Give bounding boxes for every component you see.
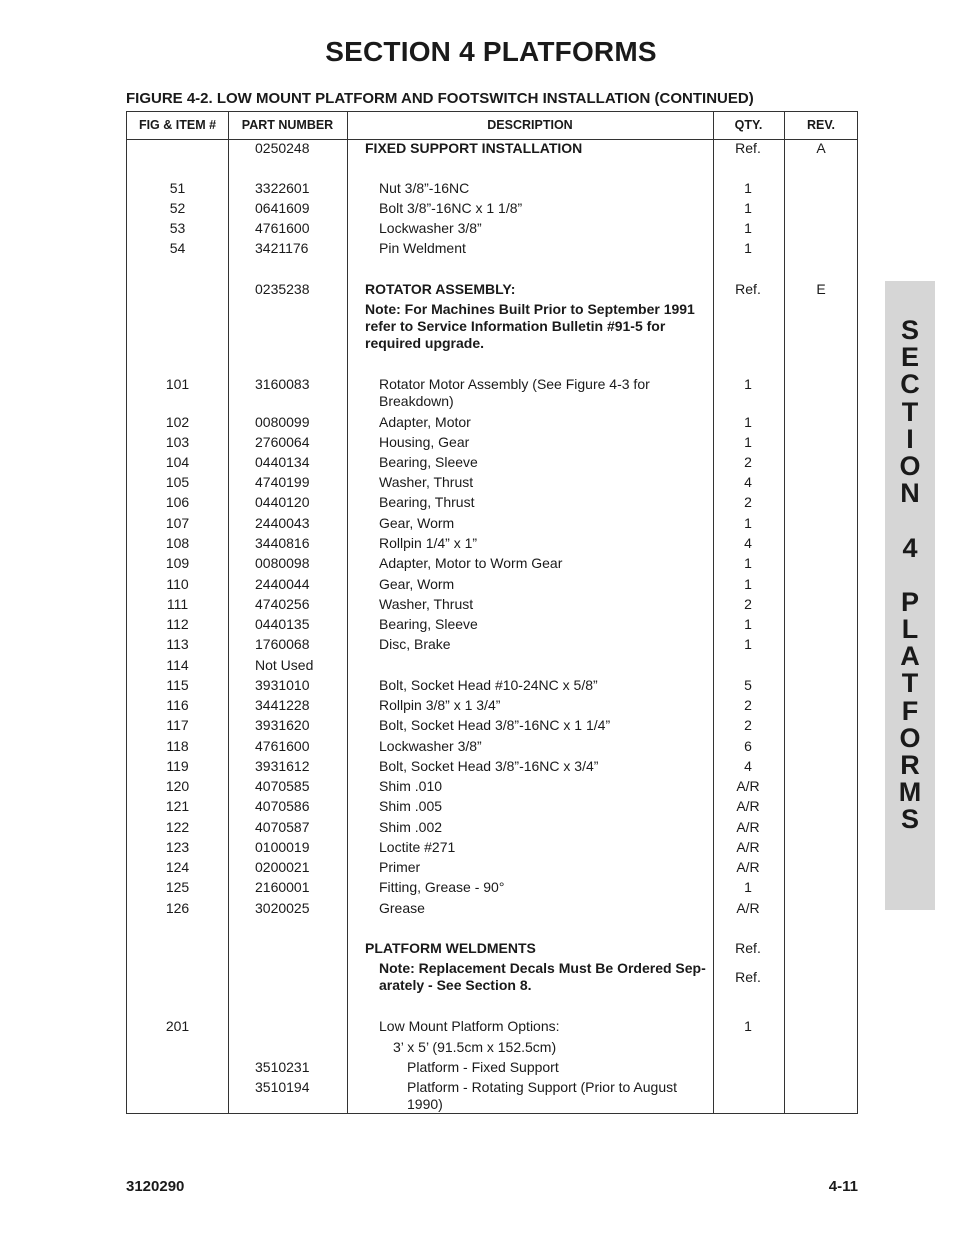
- part-number-cell: 2440044: [255, 576, 310, 592]
- qty-cell: A/R: [736, 778, 760, 794]
- section-title: SECTION 4 PLATFORMS: [325, 36, 657, 67]
- fig-item-cell: 113: [166, 636, 189, 652]
- part-number-cell: 3931612: [255, 758, 310, 774]
- qty-cell: 1: [744, 200, 752, 216]
- part-number-cell: 0641609: [255, 200, 310, 216]
- table-row: [127, 960, 857, 1018]
- part-number-cell: 2440043: [255, 515, 310, 531]
- fig-item-cell: 117: [166, 717, 189, 733]
- table-row: [127, 940, 857, 960]
- fig-item-cell: 121: [165, 798, 190, 814]
- part-number-cell: 3931620: [255, 717, 310, 733]
- description-cell: Washer, Thrust: [379, 474, 474, 490]
- fig-item-cell: 103: [165, 434, 190, 450]
- side-tab-letter: T: [901, 668, 919, 699]
- description-cell: Gear, Worm: [379, 515, 455, 531]
- fig-item-cell: 114: [166, 657, 189, 673]
- qty-cell: 1: [744, 636, 752, 652]
- part-number-cell: 4070585: [255, 778, 310, 794]
- qty-cell: 1: [744, 616, 752, 632]
- fig-item-cell: 112: [166, 616, 189, 632]
- table-row: [127, 920, 857, 940]
- qty-cell: Ref.: [735, 281, 761, 297]
- column-header-description: DESCRIPTION: [487, 118, 573, 132]
- table-row: [127, 697, 857, 717]
- fig-item-cell: 126: [165, 900, 190, 916]
- description-cell: Lockwasher 3/8”: [379, 738, 482, 754]
- table-row: [127, 819, 857, 839]
- description-cell: Rollpin 1/4” x 1”: [379, 535, 478, 551]
- fig-item-cell: 201: [165, 1018, 190, 1034]
- description-cell: Gear, Worm: [379, 576, 455, 592]
- fig-item-cell: 110: [166, 576, 189, 592]
- table-body: [127, 140, 857, 1117]
- table-row: [127, 494, 857, 515]
- description-cell: Shim .005: [379, 798, 443, 814]
- description-cell: Bolt, Socket Head 3/8”-16NC x 1 1/4”: [379, 717, 611, 733]
- column-header-qty: QTY.: [734, 118, 763, 132]
- fig-item-cell: 123: [165, 839, 190, 855]
- qty-cell: 2: [744, 697, 752, 713]
- table-row: [127, 220, 857, 240]
- part-number-cell: 3322601: [255, 180, 310, 196]
- table-row: [127, 1018, 857, 1039]
- qty-cell: 1: [744, 555, 752, 571]
- part-number-cell: 1760068: [255, 636, 310, 652]
- side-tab-letter: A: [900, 641, 920, 672]
- qty-cell: 2: [744, 596, 752, 612]
- qty-cell: 1: [744, 515, 752, 531]
- description-cell: Lockwasher 3/8”: [379, 220, 482, 236]
- side-tab-letters: [885, 317, 935, 834]
- table-row: [127, 677, 857, 697]
- fig-item-cell: 108: [165, 535, 190, 551]
- qty-cell: 1: [744, 414, 752, 430]
- column-header-rev: REV.: [806, 118, 836, 132]
- description-cell: Disc, Brake: [379, 636, 451, 652]
- table-row: [127, 798, 857, 819]
- description-cell: Low Mount Platform Options:: [379, 1018, 560, 1034]
- table-row: [127, 1079, 857, 1117]
- side-tab-letter: I: [906, 423, 914, 454]
- table-row: [127, 434, 857, 454]
- part-number-cell: 3510231: [255, 1059, 310, 1075]
- description-cell: 3’ x 5’ (91.5cm x 152.5cm): [393, 1039, 557, 1055]
- part-number-cell: 2760064: [255, 434, 310, 450]
- part-number-cell: 4761600: [255, 738, 310, 754]
- part-number-cell: 3160083: [255, 376, 310, 392]
- qty-cell: 4: [744, 474, 752, 490]
- qty-cell: 1: [744, 1018, 752, 1034]
- table-row: [127, 879, 857, 900]
- description-cell: Bolt, Socket Head #10-24NC x 5/8”: [379, 677, 598, 693]
- part-number-cell: 0200021: [255, 859, 310, 875]
- fig-item-cell: 104: [165, 454, 190, 470]
- qty-cell: 2: [744, 454, 752, 470]
- fig-item-cell: 109: [165, 555, 190, 571]
- part-number-cell: Not Used: [255, 657, 314, 673]
- side-tab-letter: R: [900, 750, 920, 780]
- part-number-cell: 0080098: [255, 555, 310, 571]
- description-cell: Adapter, Motor: [379, 414, 471, 430]
- parts-table: [126, 111, 858, 1114]
- qty-cell: A/R: [736, 819, 760, 835]
- table-row: [127, 301, 857, 376]
- side-tab-letter: [885, 507, 935, 534]
- side-tab-letter: O: [899, 722, 921, 753]
- table-row: [127, 260, 857, 281]
- fig-item-cell: 107: [165, 515, 190, 531]
- description-cell: Housing, Gear: [379, 434, 470, 450]
- fig-item-cell: 122: [165, 819, 190, 835]
- description-cell: Bolt, Socket Head 3/8”-16NC x 3/4”: [379, 758, 599, 774]
- description-cell: Bearing, Sleeve: [379, 616, 478, 632]
- fig-item-cell: 120: [165, 778, 190, 794]
- table-row: [127, 555, 857, 576]
- table-row: [127, 738, 857, 758]
- qty-cell: Ref.: [735, 940, 761, 956]
- qty-cell: 1: [744, 576, 752, 592]
- qty-cell: A/R: [736, 839, 760, 855]
- fig-item-cell: 53: [169, 220, 186, 236]
- description-cell: Primer: [379, 859, 421, 875]
- part-number-cell: 4070586: [255, 798, 310, 814]
- table-row: [127, 281, 857, 301]
- part-number-cell: 2160001: [255, 879, 310, 895]
- fig-item-cell: 102: [165, 414, 190, 430]
- part-number-cell: 0250248: [255, 140, 310, 156]
- part-number-cell: 0235238: [255, 281, 310, 297]
- side-tab-letter: T: [901, 396, 919, 427]
- table-row: [127, 596, 857, 616]
- description-cell: Adapter, Motor to Worm Gear: [379, 555, 563, 571]
- table-row: [127, 859, 857, 879]
- description-cell: Grease: [379, 900, 425, 916]
- fig-item-cell: 105: [165, 474, 190, 490]
- fig-item-cell: 54: [169, 240, 186, 256]
- description-cell: Rollpin 3/8” x 1 3/4”: [379, 697, 501, 713]
- part-number-cell: 3510194: [255, 1079, 310, 1095]
- fig-item-cell: 119: [166, 758, 189, 774]
- part-number-cell: 4740199: [255, 474, 310, 490]
- table-row: [127, 240, 857, 260]
- table-row: [127, 1059, 857, 1079]
- qty-cell: A/R: [736, 798, 760, 814]
- qty-cell: 1: [744, 376, 752, 392]
- qty-cell: A/R: [736, 859, 760, 875]
- description-cell: Platform - Rotating Support (Prior to August 1990): [407, 1079, 678, 1112]
- qty-cell: 5: [744, 677, 752, 693]
- fig-item-cell: 52: [169, 200, 186, 216]
- side-tab-letter: E: [900, 342, 919, 373]
- fig-item-cell: 101: [165, 376, 190, 392]
- fig-item-cell: 124: [165, 859, 190, 875]
- table-row: [127, 636, 857, 657]
- description-cell: Rotator Motor Assembly (See Figure 4-3 for Breakdown): [379, 376, 650, 409]
- table-row: [127, 160, 857, 180]
- rev-cell: E: [816, 281, 826, 297]
- side-tab-letter: S: [900, 315, 919, 345]
- fig-item-cell: 116: [166, 697, 189, 713]
- part-number-cell: 3931010: [255, 677, 310, 693]
- page-number: 4-11: [828, 1178, 858, 1195]
- side-tab-letter: F: [901, 695, 919, 726]
- fig-item-cell: 111: [166, 596, 189, 612]
- rev-cell: A: [816, 140, 826, 156]
- table-row: [127, 717, 857, 738]
- side-tab-letter: L: [901, 614, 919, 645]
- part-number-cell: 4070587: [255, 819, 310, 835]
- table-row: [127, 616, 857, 636]
- table-row: [127, 200, 857, 220]
- table-row: [127, 180, 857, 200]
- part-number-cell: 0100019: [255, 839, 310, 855]
- description-cell: PLATFORM WELDMENTS: [365, 940, 536, 956]
- qty-cell: 2: [744, 494, 752, 510]
- table-row: [127, 535, 857, 555]
- description-cell: Shim .010: [379, 778, 443, 794]
- description-cell: ROTATOR ASSEMBLY:: [365, 281, 516, 297]
- qty-cell: 1: [744, 180, 752, 196]
- table-row: [127, 657, 857, 677]
- column-header-part-number: PART NUMBER: [241, 118, 334, 132]
- table-row: [127, 900, 857, 920]
- qty-cell: Ref.: [735, 969, 761, 985]
- table-row: [127, 140, 857, 160]
- part-number-cell: 0440134: [255, 454, 310, 470]
- table-row: [127, 778, 857, 798]
- side-tab-letter: P: [900, 586, 919, 617]
- table-row: [127, 1039, 857, 1059]
- description-cell: Bearing, Thrust: [379, 494, 475, 510]
- qty-cell: 4: [744, 758, 752, 774]
- figure-title: FIGURE 4-2. LOW MOUNT PLATFORM AND FOOTSWITCH INSTALLATION (CONTINUED): [126, 90, 754, 107]
- fig-item-cell: 118: [166, 738, 189, 754]
- part-number-cell: 3421176: [255, 240, 309, 256]
- fig-item-cell: 115: [166, 677, 189, 693]
- description-cell: Note: For Machines Built Prior to September 1991 refer to Service Information Bulletin #91-5 for required upgrade.: [365, 301, 695, 351]
- table-row: [127, 576, 857, 596]
- description-cell: Bearing, Sleeve: [379, 454, 478, 470]
- side-tab-letter: 4: [902, 532, 918, 563]
- qty-cell: 2: [744, 717, 752, 733]
- side-tab-letter: M: [898, 777, 922, 808]
- description-cell: Fitting, Grease - 90°: [379, 879, 505, 895]
- table-row: [127, 758, 857, 778]
- qty-cell: A/R: [736, 900, 760, 916]
- table-row: [127, 515, 857, 535]
- table-row: [127, 454, 857, 474]
- description-cell: Bolt 3/8”-16NC x 1 1/8”: [379, 200, 523, 216]
- fig-item-cell: 51: [169, 180, 186, 196]
- qty-cell: 6: [744, 738, 752, 754]
- document-number: 3120290: [126, 1178, 185, 1195]
- description-cell: Pin Weldment: [379, 240, 466, 256]
- part-number-cell: 0440120: [255, 494, 310, 510]
- table-row: [127, 839, 857, 859]
- table-row: [127, 414, 857, 434]
- description-cell: FIXED SUPPORT INSTALLATION: [365, 140, 583, 156]
- part-number-cell: 0440135: [255, 616, 310, 632]
- table-row: [127, 474, 857, 494]
- part-number-cell: 3440816: [255, 535, 310, 551]
- fig-item-cell: 106: [165, 494, 190, 510]
- qty-cell: 4: [744, 535, 752, 551]
- qty-cell: 1: [744, 434, 752, 450]
- description-cell: Washer, Thrust: [379, 596, 474, 612]
- part-number-cell: 4761600: [255, 220, 310, 236]
- part-number-cell: 0080099: [255, 414, 310, 430]
- qty-cell: 1: [744, 240, 752, 256]
- column-header-fig-item: FIG & ITEM #: [138, 118, 217, 132]
- description-cell: Note: Replacement Decals Must Be Ordered Sep-arately - See Section 8.: [379, 960, 706, 993]
- side-tab-letter: [885, 562, 935, 589]
- qty-cell: 1: [744, 879, 752, 895]
- description-cell: Shim .002: [379, 819, 443, 835]
- description-cell: Nut 3/8”-16NC: [379, 180, 470, 196]
- part-number-cell: 4740256: [255, 596, 310, 612]
- part-number-cell: 3020025: [255, 900, 310, 916]
- qty-cell: 1: [744, 220, 752, 236]
- description-cell: Loctite #271: [379, 839, 456, 855]
- fig-item-cell: 125: [165, 879, 190, 895]
- side-tab-letter: S: [900, 804, 919, 835]
- side-tab-letter: N: [900, 478, 920, 509]
- side-tab-letter: C: [900, 369, 920, 400]
- part-number-cell: 3441228: [255, 697, 310, 713]
- table-row: [127, 376, 857, 414]
- side-tab-letter: O: [899, 450, 921, 481]
- description-cell: Platform - Fixed Support: [407, 1059, 559, 1075]
- section-side-tab: [885, 281, 935, 910]
- table-header: [127, 112, 857, 140]
- qty-cell: Ref.: [735, 140, 761, 156]
